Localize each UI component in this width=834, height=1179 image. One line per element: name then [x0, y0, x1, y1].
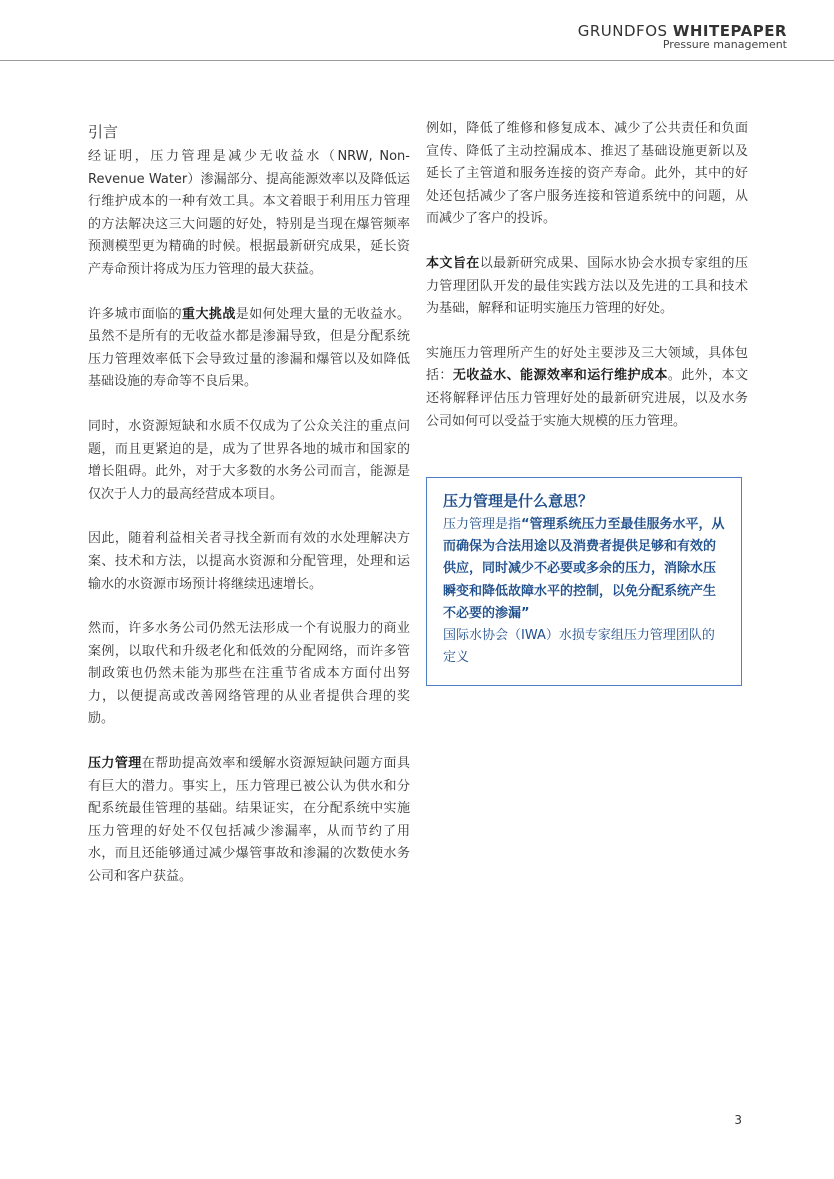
- paragraph-examples: 例如，降低了维修和修复成本、减少了公共责任和负面宣传、降低了主动控漏成本、推迟了基础设施更新以及延长了主管道和服务连接的资产寿命。此外，其中的好处还包括减少了客户服务连接和管道系统中的问题，从而减少了客户的投诉。: [426, 121, 748, 227]
- paragraph-challenge: [88, 304, 410, 394]
- left-column: [88, 118, 410, 911]
- text-run: 许多城市面临的: [88, 306, 183, 322]
- paragraph-scarcity: 同时，水资源短缺和水质不仅成为了公众关注的重点问题，而且更紧迫的是，成为了世界各地的城市和国家的增长阻碍。此外，对于大多数的水务公司而言，能源是仅次于人力的最高经营成本项目。: [88, 418, 410, 502]
- header-subtitle: Pressure management: [662, 38, 787, 51]
- text-run: 压力管理是指: [443, 517, 522, 532]
- bold-run: 压力管理: [88, 756, 142, 772]
- text-run: 是如何处理大量的无收益水。虽然不是所有的无收益水都是渗漏导致，但是分配系统压力管理效率低下会导致过量的渗漏和爆管以及如降低基础设施的寿命等不良后果。: [88, 306, 410, 390]
- callout-title: 压力管理是什么意思？: [443, 492, 594, 510]
- paragraph-intro: 经证明，压力管理是减少无收益水（NRW, Non-Revenue Water）渗漏部分、提高能源效率以及降低运行维护成本的一种有效工具。本文着眼于利用压力管理的方法解决这三大问题的好处，特别是当现在爆管频率预测模型更为精确的时候。根据最新研究成果，延长资产寿命预计将成为压力管理的最大获益。: [88, 149, 410, 277]
- text-run: 实施压力管理所产生的好处主要涉及三大领域，具体包括：: [426, 345, 748, 384]
- paragraph-pressure-management: [88, 753, 410, 889]
- bold-run: 重大挑战: [182, 306, 236, 322]
- section-heading: 引言: [88, 123, 119, 141]
- header-divider: [0, 60, 834, 61]
- bold-run: 无收益水、能源效率和运行维护成本: [452, 368, 668, 384]
- paragraph-business-case: 然而，许多水务公司仍然无法形成一个有说服力的商业案例，以取代和升级老化和低效的分配网络，而许多管制政策也仍然未能为那些在注重节省成本方面付出努力，以便提高或改善网络管理的从业者提供合理的奖励。: [88, 621, 410, 727]
- text-run: 以最新研究成果、国际水协会水损专家组的压力管理团队开发的最佳实践方法以及先进的工具和技术为基础，解释和证明实施压力管理的好处。: [426, 255, 748, 317]
- brand-bold: WHITEPAPER: [672, 22, 787, 40]
- bold-run: 本文旨在: [426, 255, 480, 271]
- text-run: 在帮助提高效率和缓解水资源短缺问题方面具有巨大的潜力。事实上，压力管理已被公认为供水和分配系统最佳管理的基础。结果证实，在分配系统中实施压力管理的好处不仅包括减少渗漏率，从而节约了用水，而且还能够通过减少爆管事故和渗漏的次数使水务公司和客户获益。: [88, 756, 410, 885]
- callout-attribution: 国际水协会（IWA）水损专家组压力管理团队的定义: [443, 628, 715, 666]
- right-column: [426, 118, 748, 455]
- definition-callout-box: [426, 477, 742, 686]
- paragraph-benefits: [426, 343, 748, 433]
- paragraph-purpose: [426, 253, 748, 321]
- paragraph-market: 因此，随着利益相关者寻找全新而有效的水处理解决方案、技术和方法，以提高水资源和分配管理，处理和运输水的水资源市场预计将继续迅速增长。: [88, 531, 410, 592]
- callout-body: [443, 514, 725, 625]
- text-run: 。此外，本文还将解释评估压力管理好处的最新研究进展，以及水务公司如何可以受益于实施大规模的压力管理。: [426, 368, 748, 429]
- page-number: 3: [734, 1113, 742, 1127]
- page-header: [0, 0, 834, 60]
- brand-light: GRUNDFOS: [577, 22, 668, 40]
- callout-quote: “管理系统压力至最佳服务水平，从而确保为合法用途以及消费者提供足够和有效的供应，同时减少不必要或多余的压力，消除水压瞬变和降低故障水平的控制，以免分配系统产生不必要的渗漏”: [443, 517, 725, 621]
